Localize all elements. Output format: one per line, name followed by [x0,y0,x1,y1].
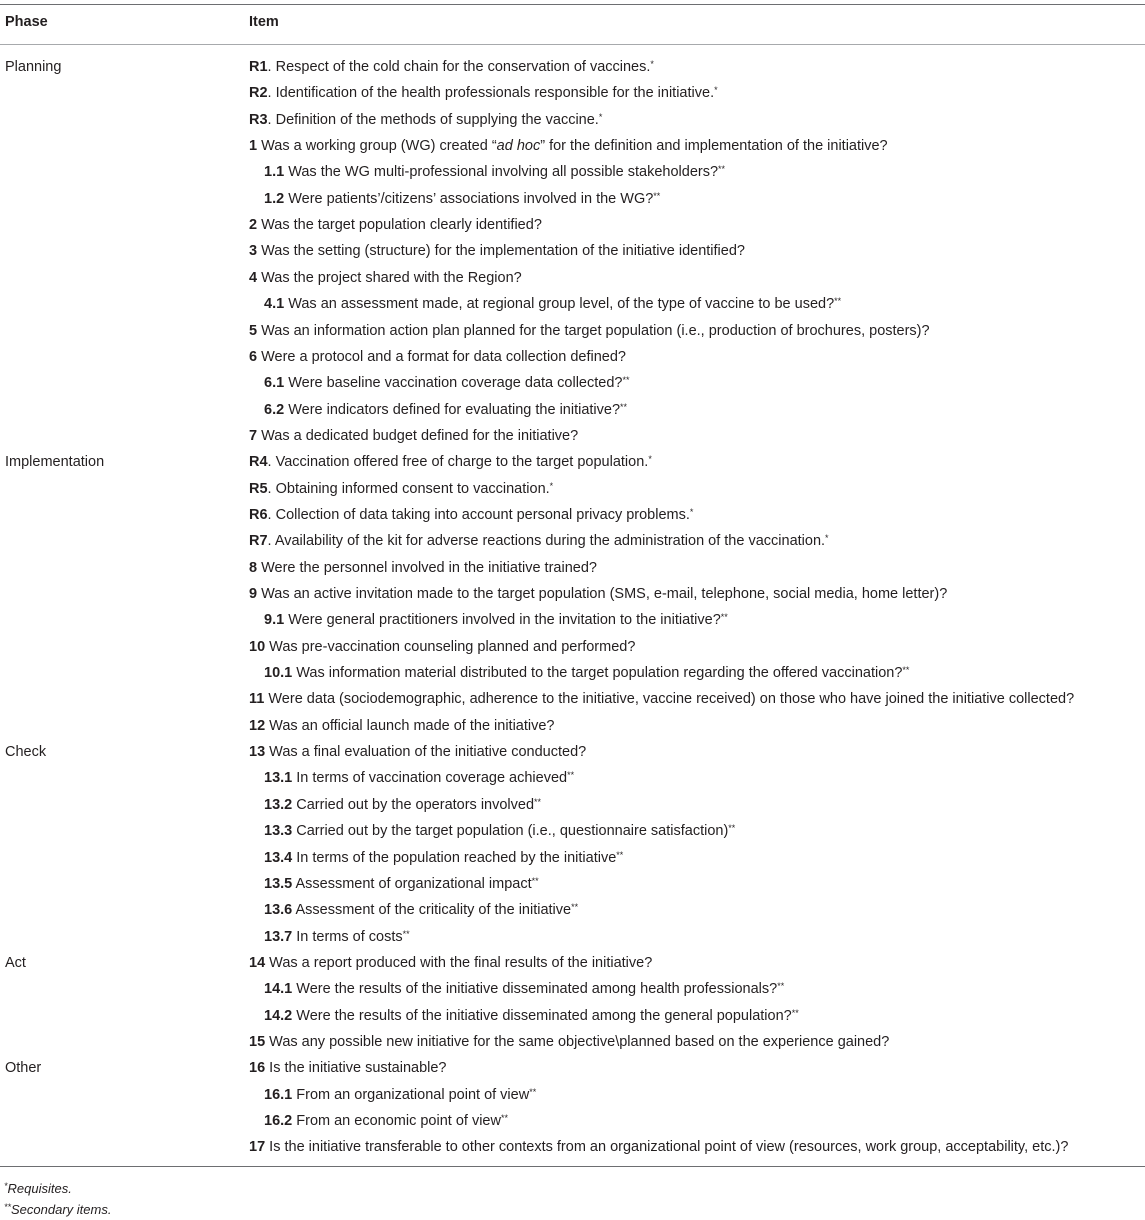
table-row [0,186,1145,212]
table-row [0,133,1145,159]
table-row [0,713,1145,739]
item-text: Vaccination offered free of charge to the target population.* [275,454,652,471]
item-number: 10 [249,638,266,655]
phase-label: Implementation [5,454,105,471]
item-cell [249,581,947,607]
item-cell [264,924,410,950]
item-cell [264,607,728,633]
item-cell [249,212,542,238]
item-separator: . [267,59,276,75]
item-cell [249,1134,1068,1160]
table-row [0,581,1145,607]
item-number: 16.1 [264,1086,293,1103]
item-cell [249,528,829,554]
item-number: R2 [249,85,268,102]
item-cell [264,660,909,686]
table-bottom-rule [0,1166,1145,1167]
table-row [0,423,1145,449]
item-cell [264,845,623,871]
item-cell [264,818,735,844]
table-row [0,686,1145,712]
table-row [0,607,1145,633]
item-text: Were general practitioners involved in the invitation to the initiative?** [288,612,728,629]
table-row [0,818,1145,844]
item-number: 6.2 [264,401,285,418]
table-row [0,634,1145,660]
item-number: 9 [249,586,258,602]
item-text: Was information material distributed to the target population regarding the offered vaccination?** [296,665,910,682]
phase-label: Planning [5,59,62,75]
table-row [0,1029,1145,1055]
footnote-text: Requisites. [7,1181,72,1196]
item-number: 9.1 [264,612,285,629]
table-row [0,344,1145,370]
item-text: Was the target population clearly identified? [261,217,542,234]
item-separator: . [267,506,276,523]
item-cell [249,265,522,291]
item-separator: . [267,533,275,550]
item-text: Was the setting (structure) for the implementation of the initiative identified? [261,243,745,260]
item-number: R4 [249,454,268,471]
item-number: 14 [249,954,266,971]
item-cell [249,80,718,106]
item-cell [249,54,654,80]
item-text: In terms of the population reached by the initiative** [296,849,624,866]
table-row [0,238,1145,264]
item-cell [249,1055,447,1081]
item-text: Were the results of the initiative disseminated among health professionals?** [296,981,785,998]
column-header-item: Item [249,14,279,30]
item-number: 11 [249,691,265,708]
table-row [0,502,1145,528]
item-separator: . [267,85,276,102]
item-text: Were patients’/citizens’ associations involved in the WG?** [288,190,661,207]
item-text: Was a final evaluation of the initiative conducted? [269,744,587,761]
table-row [0,265,1145,291]
item-number: 13.5 [264,875,293,892]
table-row [0,976,1145,1002]
table-row [0,950,1145,976]
item-cell [264,370,629,396]
item-cell [249,238,745,264]
table-row [0,555,1145,581]
item-cell [264,792,541,818]
table-row [0,1134,1145,1160]
item-number: 17 [249,1139,266,1156]
item-number: 1.2 [264,190,285,207]
item-number: R5 [249,480,268,497]
item-number: 2 [249,217,258,234]
table-row [0,897,1145,923]
item-text: Was a report produced with the final results of the initiative? [269,954,653,971]
table-row [0,212,1145,238]
table-row [0,54,1145,80]
item-cell [264,1003,799,1029]
item-text: In terms of vaccination coverage achieved** [296,770,575,787]
item-text: Were baseline vaccination coverage data collected?** [288,375,630,392]
table-row [0,1108,1145,1134]
item-cell [249,344,626,370]
footnote-mark: * [4,1181,8,1191]
item-text: Was pre-vaccination counseling planned and performed? [269,638,636,655]
item-number: 10.1 [264,665,293,682]
item-cell [264,1108,508,1134]
item-number: 14.2 [264,1007,293,1024]
item-cell [249,107,602,133]
item-cell [264,897,578,923]
item-separator: . [267,480,276,497]
item-text: Was a working group (WG) created “ad hoc” for the definition and implementation of the initiative? [261,138,888,155]
item-number: 13.7 [264,928,293,945]
item-cell [264,765,574,791]
item-cell [249,423,578,449]
item-number: 8 [249,559,258,576]
item-number: 12 [249,717,266,734]
item-cell [264,159,725,185]
item-text: In terms of costs** [296,928,410,945]
table-row [0,924,1145,950]
item-cell [264,976,784,1002]
item-cell [249,476,553,502]
item-text: Were the personnel involved in the initiative trained? [261,559,597,576]
footnote-requisites [4,1178,111,1199]
item-text: Were a protocol and a format for data collection defined? [261,348,626,365]
item-cell [264,397,627,423]
table-row [0,1003,1145,1029]
item-text: Collection of data taking into account personal privacy problems.* [275,506,694,523]
item-cell [264,871,539,897]
item-number: R6 [249,506,268,523]
item-number: 3 [249,243,258,260]
phase-label: Check [5,744,47,761]
item-number: 6.1 [264,375,285,392]
phase-label: Act [5,954,26,971]
footnote-mark: ** [4,1202,12,1212]
table-row [0,528,1145,554]
table-row [0,107,1145,133]
item-text: Was an assessment made, at regional group level, of the type of vaccine to be used?** [288,296,842,313]
item-cell [249,634,635,660]
item-text: Was the project shared with the Region? [261,269,522,286]
item-text: Carried out by the operators involved** [296,796,542,813]
item-cell [249,555,597,581]
footnote-secondary [4,1199,111,1220]
item-text: Was an information action plan planned for the target population (i.e., production of brochures, posters)? [261,322,930,339]
table-row [0,318,1145,344]
item-text: Respect of the cold chain for the conservation of vaccines.* [275,59,654,75]
item-text: Assessment of organizational impact** [295,875,539,892]
item-number: 1 [249,138,258,155]
item-cell [249,133,888,159]
item-text: From an organizational point of view** [296,1086,537,1103]
item-number: 7 [249,427,258,444]
table-row [0,159,1145,185]
table-row [0,871,1145,897]
item-cell [249,449,652,475]
item-number: 13 [249,744,266,761]
item-number: 13.2 [264,796,293,813]
table-row [0,1082,1145,1108]
table-row [0,397,1145,423]
table-row [0,660,1145,686]
table-row [0,370,1145,396]
footnotes [4,1178,111,1220]
item-number: 4.1 [264,296,285,313]
item-number: R7 [249,533,268,550]
item-text: Is the initiative sustainable? [269,1060,447,1077]
footnote-text: Secondary items. [11,1202,112,1217]
item-number: 5 [249,322,258,339]
item-cell [249,686,1074,712]
item-number: 6 [249,348,258,365]
item-text: Was a dedicated budget defined for the initiative? [261,427,579,444]
item-separator: . [267,454,276,471]
item-text: Carried out by the target population (i.e., questionnaire satisfaction)** [296,823,736,840]
table-row [0,739,1145,765]
item-number: 1.1 [264,164,285,181]
item-cell [264,186,660,212]
table-row [0,291,1145,317]
item-cell [249,318,930,344]
item-cell [249,713,555,739]
item-text: Assessment of the criticality of the initiative** [295,902,579,919]
item-cell [249,1029,889,1055]
item-text: Were data (sociodemographic, adherence to the initiative, vaccine received) on those who have joined the initiative collected? [268,691,1075,708]
header-rule [0,44,1145,45]
item-number: R3 [249,111,268,128]
table-row [0,476,1145,502]
item-number: 16.2 [264,1113,293,1129]
item-number: 4 [249,269,258,286]
item-number: 13.6 [264,902,293,919]
table-row [0,792,1145,818]
item-text: From an economic point of view** [296,1113,508,1129]
item-separator: . [267,111,276,128]
phase-label: Other [5,1060,42,1077]
item-cell [249,502,693,528]
item-cell [249,950,652,976]
item-cell [264,291,841,317]
item-number: 15 [249,1033,266,1050]
item-text: Were the results of the initiative disseminated among the general population?** [296,1007,799,1024]
item-text: Was the WG multi-professional involving all possible stakeholders?** [288,164,726,181]
item-number: 14.1 [264,981,293,998]
table-row [0,765,1145,791]
item-text: Identification of the health professionals responsible for the initiative.* [275,85,718,102]
item-text: Were indicators defined for evaluating the initiative?** [288,401,628,418]
item-number: 13.3 [264,823,293,840]
item-text: Is the initiative transferable to other contexts from an organizational point of view (resources, work group, acceptability, etc.)? [269,1139,1069,1156]
item-text: Availability of the kit for adverse reactions during the administration of the vaccination.* [274,533,829,550]
item-text: Was an active invitation made to the target population (SMS, e-mail, telephone, social media, home letter)? [261,586,948,602]
table-top-rule [0,4,1145,5]
item-cell [249,739,586,765]
item-number: 16 [249,1060,266,1077]
table-row [0,80,1145,106]
item-text: Was any possible new initiative for the same objective\planned based on the experience gained? [269,1033,890,1050]
table-row [0,449,1145,475]
item-cell [264,1082,536,1108]
item-text: Definition of the methods of supplying the vaccine.* [275,111,603,128]
column-header-phase: Phase [5,14,48,30]
item-number: R1 [249,59,268,75]
item-text: Obtaining informed consent to vaccination.* [275,480,554,497]
item-number: 13.1 [264,770,293,787]
item-text: Was an official launch made of the initiative? [269,717,555,734]
table-row [0,1055,1145,1081]
item-number: 13.4 [264,849,293,866]
table-row [0,845,1145,871]
